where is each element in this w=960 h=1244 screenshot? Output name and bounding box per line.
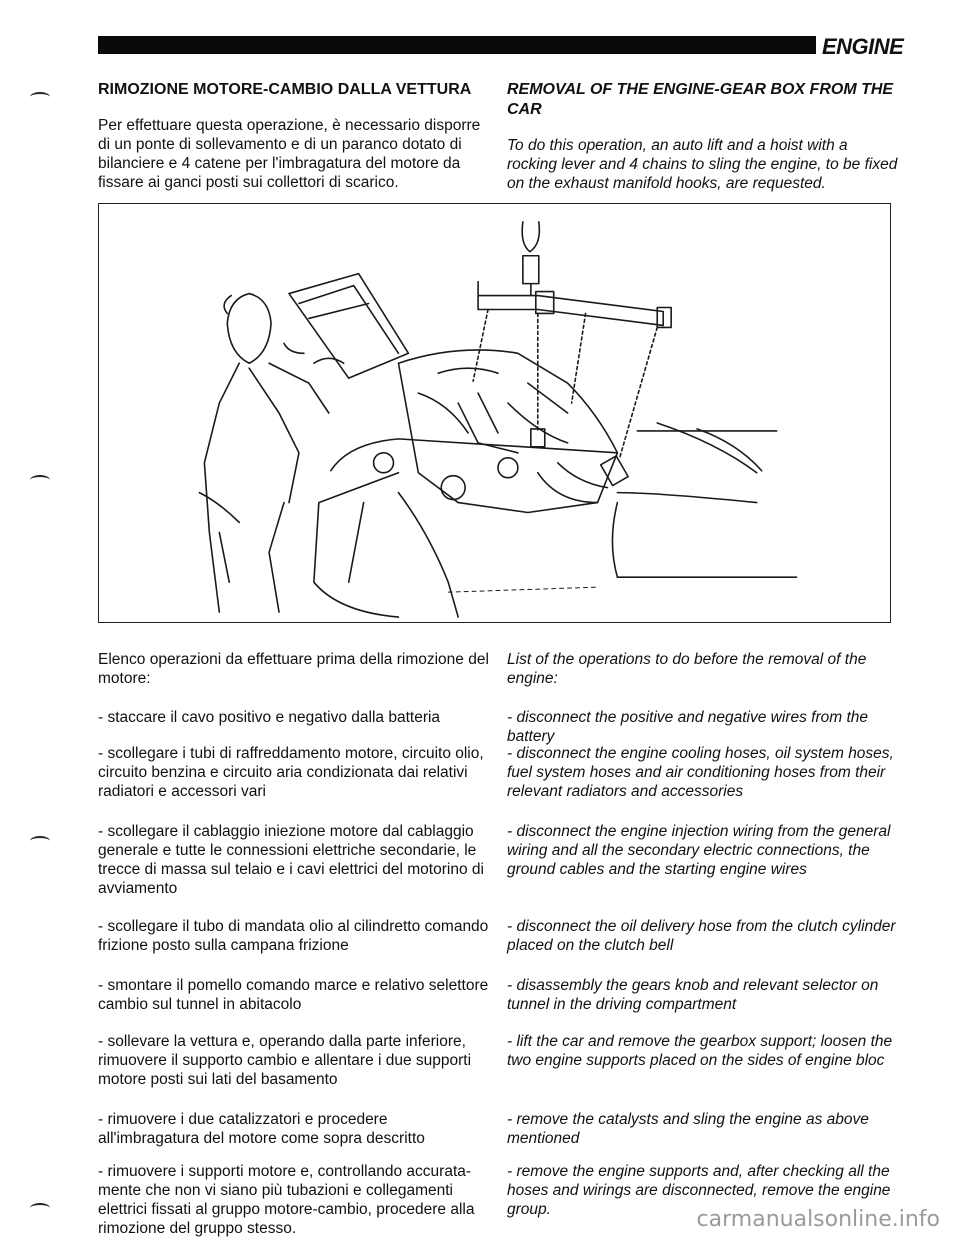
- margin-mark: [30, 92, 50, 102]
- engine-removal-illustration: [98, 203, 891, 623]
- margin-mark: [30, 475, 50, 485]
- intro-italian: [98, 80, 490, 192]
- intro-english: [507, 80, 899, 193]
- margin-mark: [30, 836, 50, 846]
- section-label: ENGINE: [822, 34, 904, 59]
- operation-it: - scollegare il tubo di mandata olio al cilindretto comando frizione posto sulla campana frizione: [98, 918, 489, 954]
- header-bar: [98, 36, 816, 54]
- intro-body-it: Per effettuare questa operazione, è necessario disporre di un ponte di sollevamento e di un paranco dotato di bilanciere e 4 catene per l'imbragatura del motore da fissare ai ganci posti sui collettori di scarico.: [98, 117, 481, 191]
- operation-en: - remove the engine supports and, after checking all the hoses and wirings are disconnected, remove the engine group.: [507, 1163, 891, 1218]
- operation-it: - smontare il pomello comando marce e relativo selettore cambio sul tunnel in abitacolo: [98, 977, 489, 1013]
- operation-en: - disassembly the gears knob and relevant selector on tunnel in the driving compartment: [507, 977, 879, 1013]
- operation-en: - lift the car and remove the gearbox support; loosen the two engine supports placed on the sides of engine bloc: [507, 1033, 893, 1069]
- operation-it: - staccare il cavo positivo e negativo dalla batteria: [98, 709, 441, 726]
- intro-title-en: REMOVAL OF THE ENGINE-GEAR BOX FROM THE CAR: [507, 81, 894, 118]
- intro-title-it: RIMOZIONE MOTORE-CAMBIO DALLA VETTURA: [98, 81, 472, 98]
- operation-en: - disconnect the positive and negative wires from the battery: [507, 709, 868, 745]
- operation-it: - sollevare la vettura e, operando dalla parte inferiore, rimuovere il supporto cambio e allentare i due supporti motore posti sui lati del basamento: [98, 1033, 472, 1088]
- operation-it: - scollegare il cablaggio iniezione motore dal cablaggio generale e tutte le connessioni elettriche secondarie, le trecce di massa sul telaio e i cavi elettrici del motorino di avviamento: [98, 823, 484, 897]
- list-heading-it: Elenco operazioni da effettuare prima della rimozione del motore:: [98, 651, 489, 687]
- intro-body-en: To do this operation, an auto lift and a hoist with a rocking lever and 4 chains to sling the engine, to be fixed on the exhaust manifold hooks, are requested.: [507, 137, 898, 192]
- operation-it: - rimuovere i due catalizzatori e procedere all'imbragatura del motore come sopra descritto: [98, 1111, 425, 1147]
- margin-mark: [30, 1203, 50, 1213]
- operation-en: - disconnect the engine cooling hoses, oil system hoses, fuel system hoses and air conditioning hoses from their relevant radiators and accessories: [507, 745, 894, 800]
- operation-en: - disconnect the oil delivery hose from the clutch cylinder placed on the clutch bell: [507, 918, 896, 954]
- list-heading-en: List of the operations to do before the removal of the engine:: [507, 651, 867, 687]
- watermark: carmanualsonline.info: [696, 1207, 940, 1232]
- operation-it: - rimuovere i supporti motore e, controllando accurata-mente che non vi siano più tubazioni e collegamenti elettrici fissati al gruppo motore-cambio, procedere alla rimozione del gruppo stesso.: [98, 1163, 475, 1237]
- operation-en: - disconnect the engine injection wiring from the general wiring and all the secondary electric connections, the ground cables and the starting engine wires: [507, 823, 891, 878]
- operation-it: - scollegare i tubi di raffreddamento motore, circuito olio, circuito benzina e circuito aria condizionata dai relativi radiatori e accessori vari: [98, 745, 484, 800]
- operation-en: - remove the catalysts and sling the engine as above mentioned: [507, 1111, 869, 1147]
